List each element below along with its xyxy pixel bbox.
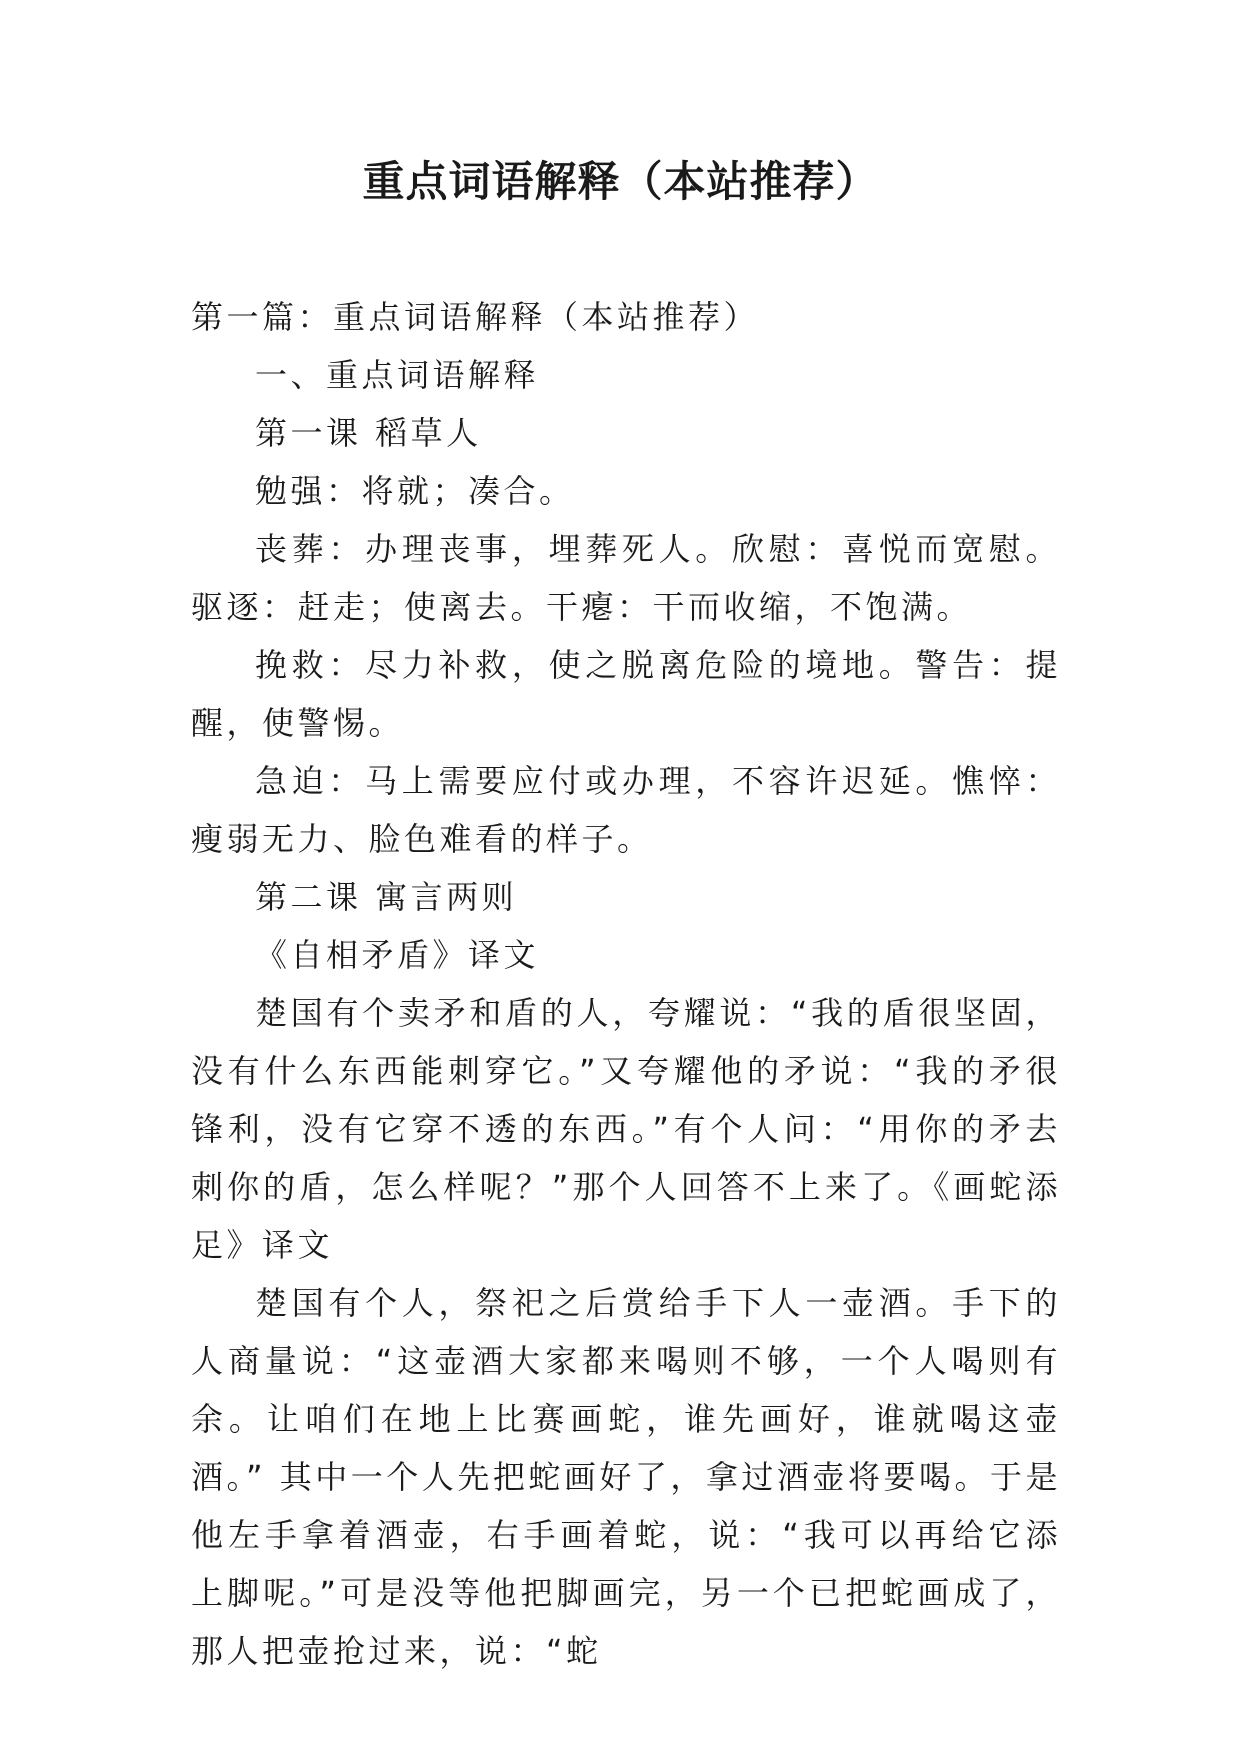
- paragraph: 勉强：将就；凑合。: [255, 472, 575, 510]
- subheading: 《自相矛盾》译文: [255, 936, 540, 974]
- lesson-heading: 第二课 寓言两则: [255, 878, 518, 916]
- document-title: 重点词语解释（本站推荐）: [362, 157, 879, 206]
- paragraph: 第一篇：重点词语解释（本站推荐）: [191, 298, 760, 336]
- document-body: [191, 288, 1061, 1680]
- paragraph: 急迫：马上需要应付或办理，不容许迟延。憔悴：瘦弱无力、脸色难看的样子。: [191, 762, 1061, 858]
- section-heading: 一、重点词语解释: [255, 356, 540, 394]
- paragraph: 楚国有个人，祭祀之后赏给手下人一壶酒。手下的人商量说：“这壶酒大家都来喝则不够，一个人喝则有余。让咱们在地上比赛画蛇，谁先画好，谁就喝这壶酒。” 其中一个人先把蛇画好了，拿过酒壶将要喝。于是他左手拿着酒壶，右手画着蛇，说：“我可以再给它添上脚呢。”可是没等他把脚画完，另一个已把蛇画成了，那人把壶抢过来，说：“蛇: [191, 1284, 1061, 1670]
- paragraph: 楚国有个卖矛和盾的人，夸耀说：“我的盾很坚固，没有什么东西能刺穿它。”又夸耀他的矛说：“我的矛很锋利，没有它穿不透的东西。”有个人问：“用你的矛去刺你的盾，怎么样呢？”那个人回答不上来了。《画蛇添足》译文: [191, 994, 1061, 1264]
- paragraph: 挽救：尽力补救，使之脱离危险的境地。警告：提醒，使警惕。: [191, 646, 1061, 742]
- lesson-heading: 第一课 稻草人: [255, 414, 482, 452]
- paragraph: 丧葬：办理丧事，埋葬死人。欣慰：喜悦而宽慰。驱逐：赶走；使离去。干瘪：干而收缩，不饱满。: [191, 530, 1061, 626]
